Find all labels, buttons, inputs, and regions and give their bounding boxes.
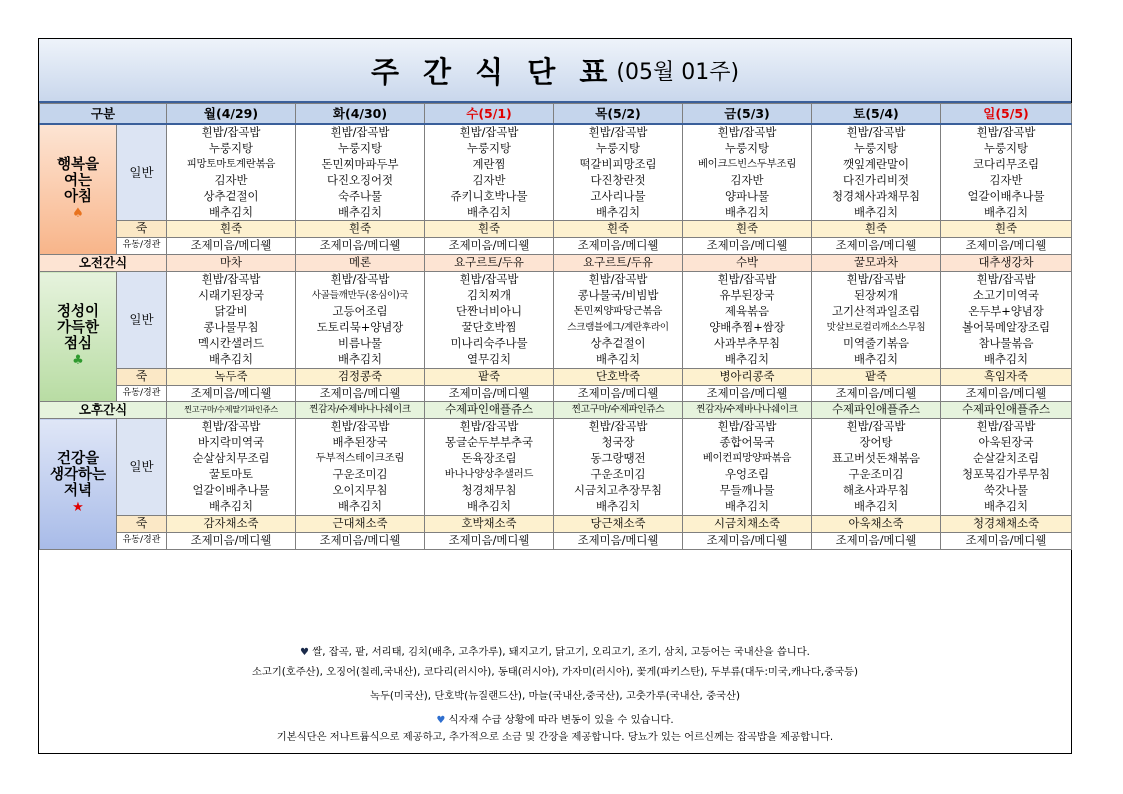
breakfast-general-wed bbox=[425, 124, 554, 221]
breakfast-general-thu bbox=[554, 124, 683, 221]
dish-item: 흰밥/잡곡밥 bbox=[330, 272, 390, 287]
lunch-general-thu bbox=[554, 272, 683, 368]
dish-item: 배추김치 bbox=[983, 498, 1028, 513]
dinner-milk-mon: 조제미음/메디웰 bbox=[167, 532, 296, 549]
notes-origin-line-1: ♥ 쌀, 잡곡, 팥, 서리태, 김치(배추, 고추가루), 돼지고기, 닭고기, 오리고기, 조기, 삼치, 고등어는 국내산을 씁니다. bbox=[300, 646, 810, 658]
dish-item: 김자반 bbox=[730, 172, 764, 187]
dinner-general-sat bbox=[812, 419, 941, 515]
dish-item: 배추김치 bbox=[337, 351, 382, 366]
dinner-porridge-thu: 당근채소죽 bbox=[554, 515, 683, 532]
dish-item: 돈육장조림 bbox=[461, 451, 517, 466]
breakfast-milk-fri: 조제미음/메디웰 bbox=[683, 238, 812, 255]
dinner-milk-label: 유동/경관 bbox=[117, 532, 167, 549]
day-header-sun: 일(5/5) bbox=[941, 104, 1072, 125]
dinner-general-row bbox=[40, 419, 1072, 515]
breakfast-general-sun bbox=[941, 124, 1072, 221]
dish-item: 배추김치 bbox=[208, 498, 253, 513]
lunch-milk-mon: 조제미음/메디웰 bbox=[167, 385, 296, 402]
dish-item: 양파나물 bbox=[724, 188, 769, 203]
pm_snack-fri: 찐감자/수제바나나쉐이크 bbox=[683, 402, 812, 419]
dish-item: 유부된장국 bbox=[719, 288, 775, 303]
dish-item: 코다리무조림 bbox=[972, 156, 1040, 171]
dish-item: 배추김치 bbox=[208, 351, 253, 366]
dish-item: 청포묵김가루무침 bbox=[961, 467, 1051, 482]
breakfast-milk-tue: 조제미음/메디웰 bbox=[296, 238, 425, 255]
dish-item: 얼갈이배추나물 bbox=[192, 482, 270, 497]
dish-item: 맛살브로컬리깨소스무침 bbox=[826, 321, 926, 333]
dish-item: 쥬키니호박나물 bbox=[450, 188, 528, 203]
dish-item: 배추김치 bbox=[337, 204, 382, 219]
dish-item: 누룽지탕 bbox=[724, 140, 769, 155]
header-row bbox=[40, 104, 1072, 125]
dish-item: 구운조미김 bbox=[848, 467, 904, 482]
day-header-wed: 수(5/1) bbox=[425, 104, 554, 125]
pm_snack-row bbox=[40, 402, 1072, 419]
dish-item: 흰밥/잡곡밥 bbox=[201, 419, 261, 434]
dish-item: 볼어묵메알장조림 bbox=[961, 319, 1051, 334]
dinner-general-tue bbox=[296, 419, 425, 515]
dish-item: 누룽지탕 bbox=[853, 140, 898, 155]
lunch-label-line: 정성이 bbox=[56, 303, 100, 320]
lunch-milk-sat: 조제미음/메디웰 bbox=[812, 385, 941, 402]
dish-item: 단짠너비아니 bbox=[455, 303, 523, 318]
dish-item: 배추김치 bbox=[853, 351, 898, 366]
dish-item: 양배추찜+쌈장 bbox=[709, 319, 785, 334]
breakfast-milk-sat: 조제미음/메디웰 bbox=[812, 238, 941, 255]
breakfast-label-line: 행복을 bbox=[56, 156, 100, 173]
breakfast-porridge-row bbox=[40, 221, 1072, 238]
lunch-milk-fri: 조제미음/메디웰 bbox=[683, 385, 812, 402]
dish-item: 배추김치 bbox=[853, 204, 898, 219]
dish-item: 흰밥/잡곡밥 bbox=[976, 125, 1036, 139]
dish-item: 숙주나물 bbox=[337, 188, 382, 203]
lunch-porridge-row bbox=[40, 368, 1072, 385]
dish-item: 청경채무침 bbox=[461, 482, 517, 497]
dish-item: 온두부+양념장 bbox=[968, 303, 1044, 318]
pm_snack-sun: 수제파인애플쥬스 bbox=[941, 402, 1072, 419]
day-header-mon: 월(4/29) bbox=[167, 104, 296, 125]
day-header-fri: 금(5/3) bbox=[683, 104, 812, 125]
day-header-sat: 토(5/4) bbox=[812, 104, 941, 125]
dinner-milk-wed: 조제미음/메디웰 bbox=[425, 532, 554, 549]
lunch-milk-sun: 조제미음/메디웰 bbox=[941, 385, 1072, 402]
dish-item: 순살삼치무조림 bbox=[192, 451, 270, 466]
dish-item: 베이컨피망양파볶음 bbox=[702, 452, 792, 465]
dish-item: 배추김치 bbox=[983, 204, 1028, 219]
dish-item: 콩나물무침 bbox=[203, 319, 259, 334]
lunch-milk-tue: 조제미음/메디웰 bbox=[296, 385, 425, 402]
lunch-general-sat bbox=[812, 272, 941, 368]
dish-item: 된장찌개 bbox=[853, 288, 898, 303]
breakfast-porridge-thu: 흰죽 bbox=[554, 221, 683, 238]
breakfast-porridge-mon: 흰죽 bbox=[167, 221, 296, 238]
dinner-porridge-fri: 시금치채소죽 bbox=[683, 515, 812, 532]
lunch-general-sun bbox=[941, 272, 1072, 368]
dish-item: 누룽지탕 bbox=[983, 140, 1028, 155]
dish-item: 배추김치 bbox=[208, 204, 253, 219]
pm_snack-thu: 찐고구마/수제파인쥬스 bbox=[554, 402, 683, 419]
dish-item: 떡갈비피망조림 bbox=[579, 156, 657, 171]
lunch-porridge-label: 죽 bbox=[117, 368, 167, 385]
breakfast-milk-thu: 조제미음/메디웰 bbox=[554, 238, 683, 255]
dish-item: 참나물볶음 bbox=[978, 335, 1034, 350]
lunch-porridge-wed: 팥죽 bbox=[425, 368, 554, 385]
title-bar bbox=[39, 39, 1071, 103]
notes-origin-line-2: 소고기(호주산), 오징어(칠레,국내산), 코다리(러시아), 동태(러시아), 가자미(러시아), 꽃게(파키스탄), 두부류(대두:미국,캐나다,중국등) bbox=[251, 666, 859, 678]
weekly-menu-sheet bbox=[38, 38, 1072, 754]
breakfast-label bbox=[40, 124, 117, 255]
dish-item: 청국장 bbox=[601, 435, 635, 450]
dish-item: 콩나물국/비빔밥 bbox=[577, 288, 659, 303]
dinner-label bbox=[40, 419, 117, 549]
dinner-milk-fri: 조제미음/메디웰 bbox=[683, 532, 812, 549]
dish-item: 사골들깨만두(옹심이)국 bbox=[311, 290, 409, 302]
dish-item: 다진가리비젓 bbox=[842, 172, 910, 187]
star-icon: ★ bbox=[72, 499, 84, 515]
dish-item: 김자반 bbox=[472, 172, 506, 187]
breakfast-general-label: 일반 bbox=[117, 124, 167, 221]
pm_snack-wed: 수제파인애플쥬스 bbox=[425, 402, 554, 419]
spade-icon: ♠ bbox=[72, 205, 84, 221]
heart-icon: ♥ bbox=[300, 647, 309, 658]
lunch-milk-row bbox=[40, 385, 1072, 402]
dish-item: 배추된장국 bbox=[332, 435, 388, 450]
dinner-porridge-label: 죽 bbox=[117, 515, 167, 532]
dish-item: 김치찌개 bbox=[466, 288, 511, 303]
dish-item: 구운조미김 bbox=[590, 467, 646, 482]
lunch-general-tue bbox=[296, 272, 425, 368]
dish-item: 미나리숙주나물 bbox=[450, 335, 528, 350]
page-subtitle-week: (05월 01주) bbox=[616, 59, 740, 85]
breakfast-porridge-wed: 흰죽 bbox=[425, 221, 554, 238]
breakfast-general-tue bbox=[296, 124, 425, 221]
pm_snack-sat: 수제파인애플쥬스 bbox=[812, 402, 941, 419]
dinner-porridge-sun: 청경채채소죽 bbox=[941, 515, 1072, 532]
dish-item: 배추김치 bbox=[983, 351, 1028, 366]
dish-item: 바나나양상추샐러드 bbox=[444, 468, 534, 481]
breakfast-milk-sun: 조제미음/메디웰 bbox=[941, 238, 1072, 255]
dish-item: 열무김치 bbox=[466, 351, 511, 366]
lunch-general-label: 일반 bbox=[117, 272, 167, 368]
lunch-general-wed bbox=[425, 272, 554, 368]
dinner-porridge-row bbox=[40, 515, 1072, 532]
dish-item: 미역줄기볶음 bbox=[842, 335, 910, 350]
dish-item: 쑥갓나물 bbox=[983, 482, 1028, 497]
breakfast-milk-wed: 조제미음/메디웰 bbox=[425, 238, 554, 255]
dish-item: 오이지무침 bbox=[332, 482, 388, 497]
am_snack-tue: 메론 bbox=[296, 255, 425, 272]
page-title: 주 간 식 단 표 bbox=[370, 54, 615, 89]
dish-item: 김자반 bbox=[989, 172, 1023, 187]
dinner-porridge-mon: 감자채소죽 bbox=[167, 515, 296, 532]
dish-item: 제육볶음 bbox=[724, 303, 769, 318]
dinner-porridge-tue: 근대채소죽 bbox=[296, 515, 425, 532]
dish-item: 돈민찌양파당근볶음 bbox=[573, 304, 663, 317]
dish-item: 두부적스테이크조림 bbox=[315, 452, 405, 465]
dinner-label-line: 저녁 bbox=[63, 482, 92, 499]
dish-item: 누룽지탕 bbox=[208, 140, 253, 155]
breakfast-porridge-tue: 흰죽 bbox=[296, 221, 425, 238]
breakfast-porridge-fri: 흰죽 bbox=[683, 221, 812, 238]
dish-item: 몽글순두부부추국 bbox=[444, 435, 534, 450]
dish-item: 흰밥/잡곡밥 bbox=[459, 419, 519, 434]
am_snack-mon: 마차 bbox=[167, 255, 296, 272]
dish-item: 종합어묵국 bbox=[719, 435, 775, 450]
dish-item: 배추김치 bbox=[724, 204, 769, 219]
breakfast-general-sat bbox=[812, 124, 941, 221]
dish-item: 동그랑땡전 bbox=[590, 451, 646, 466]
dish-item: 흰밥/잡곡밥 bbox=[459, 125, 519, 139]
am_snack-fri: 수박 bbox=[683, 255, 812, 272]
dish-item: 표고버섯돈채볶음 bbox=[831, 451, 921, 466]
dish-item: 상추겉절이 bbox=[203, 188, 259, 203]
dish-item: 고등어조림 bbox=[332, 303, 388, 318]
dish-item: 김자반 bbox=[214, 172, 248, 187]
dish-item: 닭갈비 bbox=[214, 303, 248, 318]
dish-item: 무들깨나물 bbox=[719, 482, 775, 497]
dinner-general-thu bbox=[554, 419, 683, 515]
dinner-porridge-wed: 호박채소죽 bbox=[425, 515, 554, 532]
notes-origin-line-3: 녹두(미국산), 단호박(뉴질랜드산), 마늘(국내산,중국산), 고춧가루(국내산, 중국산) bbox=[370, 690, 740, 702]
lunch-porridge-sat: 팥죽 bbox=[812, 368, 941, 385]
dish-item: 깻잎계란말이 bbox=[842, 156, 910, 171]
dish-item: 누룽지탕 bbox=[595, 140, 640, 155]
dish-item: 흰밥/잡곡밥 bbox=[201, 272, 261, 287]
dish-item: 흰밥/잡곡밥 bbox=[846, 419, 906, 434]
day-header-thu: 목(5/2) bbox=[554, 104, 683, 125]
dish-item: 비름나물 bbox=[337, 335, 382, 350]
dish-item: 배추김치 bbox=[595, 351, 640, 366]
lunch-porridge-fri: 병아리콩죽 bbox=[683, 368, 812, 385]
notes-notice-line: ♥ 식자재 수급 상황에 따라 변동이 있을 수 있습니다. bbox=[436, 714, 674, 726]
lunch-milk-thu: 조제미음/메디웰 bbox=[554, 385, 683, 402]
lunch-general-row bbox=[40, 272, 1072, 368]
lunch-porridge-sun: 흑임자죽 bbox=[941, 368, 1072, 385]
dish-item: 흰밥/잡곡밥 bbox=[330, 125, 390, 139]
club-icon: ♣ bbox=[72, 352, 84, 368]
dinner-porridge-sat: 아욱채소죽 bbox=[812, 515, 941, 532]
pm_snack-label: 오후간식 bbox=[40, 402, 167, 419]
breakfast-general-row bbox=[40, 124, 1072, 221]
dish-item: 배추김치 bbox=[595, 204, 640, 219]
dish-item: 배추김치 bbox=[337, 498, 382, 513]
notes-policy-line: 기본식단은 저나트륨식으로 제공하고, 추가적으로 소금 및 간장을 제공합니다. 당뇨가 있는 어르신께는 잡곡밥을 제공합니다. bbox=[276, 731, 834, 743]
dish-item: 배추김치 bbox=[595, 498, 640, 513]
dish-item: 시금치고추장무침 bbox=[573, 482, 663, 497]
dinner-general-label: 일반 bbox=[117, 419, 167, 515]
breakfast-label-line: 아침 bbox=[63, 188, 92, 205]
breakfast-general-mon bbox=[167, 124, 296, 221]
dinner-general-mon bbox=[167, 419, 296, 515]
lunch-porridge-mon: 녹두죽 bbox=[167, 368, 296, 385]
breakfast-milk-row bbox=[40, 238, 1072, 255]
lunch-milk-label: 유동/경관 bbox=[117, 385, 167, 402]
dish-item: 고사리나물 bbox=[590, 188, 646, 203]
breakfast-porridge-sun: 흰죽 bbox=[941, 221, 1072, 238]
dinner-milk-thu: 조제미음/메디웰 bbox=[554, 532, 683, 549]
dinner-milk-tue: 조제미음/메디웰 bbox=[296, 532, 425, 549]
lunch-label bbox=[40, 272, 117, 402]
dinner-milk-row bbox=[40, 532, 1072, 549]
dish-item: 시래기된장국 bbox=[197, 288, 265, 303]
breakfast-general-fri bbox=[683, 124, 812, 221]
lunch-porridge-thu: 단호박죽 bbox=[554, 368, 683, 385]
dinner-label-line: 생각하는 bbox=[49, 467, 107, 484]
dish-item: 청경채사과채무침 bbox=[831, 188, 921, 203]
dish-item: 해초사과무침 bbox=[842, 482, 910, 497]
dinner-label-line: 건강을 bbox=[56, 451, 100, 468]
am_snack-label: 오전간식 bbox=[40, 255, 167, 272]
breakfast-label-line: 여는 bbox=[63, 172, 92, 189]
dinner-milk-sat: 조제미음/메디웰 bbox=[812, 532, 941, 549]
dish-item: 흰밥/잡곡밥 bbox=[459, 272, 519, 287]
dish-item: 누룽지탕 bbox=[337, 140, 382, 155]
heart-icon: ♥ bbox=[436, 715, 446, 726]
breakfast-porridge-label: 죽 bbox=[117, 221, 167, 238]
lunch-general-fri bbox=[683, 272, 812, 368]
dish-item: 멕시칸샐러드 bbox=[197, 335, 265, 350]
dish-item: 고기산적과일조림 bbox=[831, 303, 921, 318]
breakfast-milk-mon: 조제미음/메디웰 bbox=[167, 238, 296, 255]
dish-item: 소고기미역국 bbox=[972, 288, 1040, 303]
dish-item: 흰밥/잡곡밥 bbox=[846, 272, 906, 287]
dinner-general-sun bbox=[941, 419, 1072, 515]
dish-item: 우엉조림 bbox=[724, 467, 769, 482]
day-header-tue: 화(4/30) bbox=[296, 104, 425, 125]
menu-table bbox=[39, 103, 1072, 550]
dish-item: 배추김치 bbox=[853, 498, 898, 513]
dish-item: 흰밥/잡곡밥 bbox=[717, 272, 777, 287]
dish-item: 상추겉절이 bbox=[590, 335, 646, 350]
breakfast-milk-label: 유동/경관 bbox=[117, 238, 167, 255]
notes-section bbox=[39, 637, 1071, 753]
dish-item: 흰밥/잡곡밥 bbox=[330, 419, 390, 434]
dish-item: 배추김치 bbox=[466, 498, 511, 513]
dish-item: 사과부추무침 bbox=[713, 335, 781, 350]
lunch-label-line: 가득한 bbox=[56, 319, 100, 336]
dish-item: 아욱된장국 bbox=[978, 435, 1034, 450]
dish-item: 꿀토마토 bbox=[208, 467, 253, 482]
lunch-general-mon bbox=[167, 272, 296, 368]
dish-item: 흰밥/잡곡밥 bbox=[717, 419, 777, 434]
dish-item: 흰밥/잡곡밥 bbox=[588, 272, 648, 287]
dish-item: 베이크드빈스두부조림 bbox=[697, 157, 797, 170]
dish-item: 배추김치 bbox=[466, 204, 511, 219]
dish-item: 피망토마토계란볶음 bbox=[186, 157, 276, 170]
dish-item: 도토리묵+양념장 bbox=[316, 319, 404, 334]
dish-item: 스크램블에그/계란후라이 bbox=[567, 321, 669, 333]
dish-item: 흰밥/잡곡밥 bbox=[588, 125, 648, 139]
am_snack-sun: 대추생강차 bbox=[941, 255, 1072, 272]
am_snack-thu: 요구르트/두유 bbox=[554, 255, 683, 272]
dish-item: 돈민찌마파두부 bbox=[321, 156, 399, 171]
lunch-porridge-tue: 검정콩죽 bbox=[296, 368, 425, 385]
dish-item: 흰밥/잡곡밥 bbox=[588, 419, 648, 434]
dish-item: 흰밥/잡곡밥 bbox=[976, 419, 1036, 434]
dish-item: 흰밥/잡곡밥 bbox=[201, 125, 261, 139]
pm_snack-tue: 찐감자/수제바나나쉐이크 bbox=[296, 402, 425, 419]
dish-item: 다진오징어젓 bbox=[326, 172, 394, 187]
dish-item: 계란찜 bbox=[472, 156, 506, 171]
am_snack-wed: 요구르트/두유 bbox=[425, 255, 554, 272]
pm_snack-mon: 찐고구마/수제딸기파인쥬스 bbox=[167, 402, 296, 419]
dish-item: 얼갈이배추나물 bbox=[967, 188, 1045, 203]
dish-item: 배추김치 bbox=[724, 351, 769, 366]
dish-item: 바지락미역국 bbox=[197, 435, 265, 450]
am_snack-row bbox=[40, 255, 1072, 272]
dinner-general-wed bbox=[425, 419, 554, 515]
dinner-milk-sun: 조제미음/메디웰 bbox=[941, 532, 1072, 549]
dish-item: 배추김치 bbox=[724, 498, 769, 513]
lunch-label-line: 점심 bbox=[63, 335, 92, 352]
breakfast-porridge-sat: 흰죽 bbox=[812, 221, 941, 238]
dish-item: 다진창란젓 bbox=[590, 172, 646, 187]
dish-item: 흰밥/잡곡밥 bbox=[717, 125, 777, 139]
dish-item: 흰밥/잡곡밥 bbox=[976, 272, 1036, 287]
dish-item: 순살갈치조림 bbox=[972, 451, 1040, 466]
dish-item: 구운조미김 bbox=[332, 467, 388, 482]
am_snack-sat: 꿀모과차 bbox=[812, 255, 941, 272]
lunch-milk-wed: 조제미음/메디웰 bbox=[425, 385, 554, 402]
dish-item: 흰밥/잡곡밥 bbox=[846, 125, 906, 139]
header-corner: 구분 bbox=[40, 104, 167, 125]
dish-item: 꿀단호박찜 bbox=[461, 319, 517, 334]
dish-item: 누룽지탕 bbox=[466, 140, 511, 155]
dinner-general-fri bbox=[683, 419, 812, 515]
dish-item: 장어탕 bbox=[859, 435, 893, 450]
